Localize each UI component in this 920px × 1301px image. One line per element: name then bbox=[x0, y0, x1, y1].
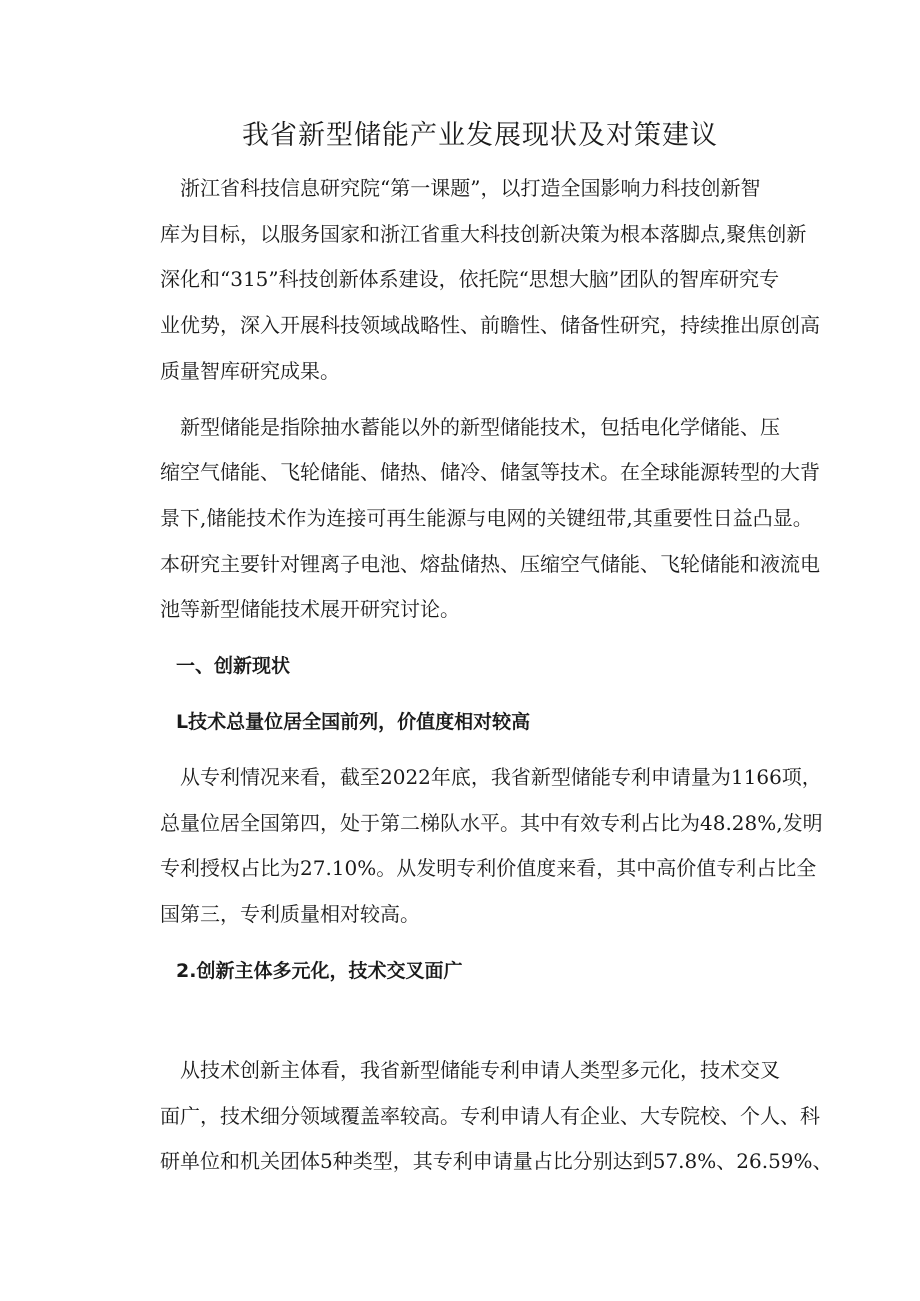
subjects-line: 面广，技术细分领域覆盖率较高。专利申请人有企业、大专院校、个人、科 bbox=[160, 1103, 820, 1128]
definition-line: 景下,储能技术作为连接可再生能源与电网的关键纽带,其重要性日益凸显。 bbox=[160, 505, 813, 530]
intro-line: 库为目标，以服务国家和浙江省重大科技创新决策为根本落脚点,聚焦创新 bbox=[160, 221, 807, 246]
patent-paragraph bbox=[160, 755, 823, 938]
section-heading-innovation-status: 一、创新现状 bbox=[176, 655, 291, 678]
subsection-heading-technology-total: L技术总量位居全国前列，价值度相对较高 bbox=[176, 711, 531, 734]
definition-line: 池等新型储能技术展开研究讨论。 bbox=[160, 597, 460, 622]
definition-line: 本研究主要针对锂离子电池、熔盐储热、压缩空气储能、飞轮储能和液流电 bbox=[160, 551, 820, 576]
intro-line: 质量智库研究成果。 bbox=[160, 358, 340, 383]
subjects-paragraph bbox=[160, 1048, 833, 1185]
spacer bbox=[160, 1004, 800, 1048]
patent-line: 从专利情况来看，截至2022年底，我省新型储能专利申请量为1166项， bbox=[180, 765, 822, 790]
intro-line: 深化和“315”科技创新体系建设，依托院“思想大脑”团队的智库研究专 bbox=[160, 267, 780, 292]
document-page bbox=[160, 118, 833, 1195]
intro-line: 浙江省科技信息研究院“第一课题”，以打造全国影响力科技创新智 bbox=[180, 176, 761, 200]
definition-line: 新型储能是指除抽水蓄能以外的新型储能技术，包括电化学储能、压 bbox=[180, 414, 780, 439]
patent-line: 专利授权占比为27.10%。从发明专利价值度来看，其中高价值专利占比全 bbox=[160, 856, 817, 881]
intro-paragraph bbox=[160, 166, 820, 395]
subjects-line: 从技术创新主体看，我省新型储能专利申请人类型多元化，技术交叉 bbox=[180, 1057, 780, 1082]
patent-line: 国第三，专利质量相对较高。 bbox=[160, 902, 420, 927]
document-title: 我省新型储能产业发展现状及对策建议 bbox=[242, 120, 718, 151]
definition-paragraph bbox=[160, 405, 820, 634]
subjects-line: 研单位和机关团体5种类型，其专利申请量占比分别达到57.8%、26.59%、 bbox=[160, 1149, 833, 1174]
subsection-heading-innovation-subjects: 2.创新主体多元化，技术交叉面广 bbox=[176, 959, 463, 982]
patent-line: 总量位居全国第四，处于第二梯队水平。其中有效专利占比为48.28%,发明 bbox=[160, 810, 823, 835]
definition-line: 缩空气储能、飞轮储能、储热、储冷、储氢等技术。在全球能源转型的大背 bbox=[160, 460, 820, 485]
intro-line: 业优势，深入开展科技领域战略性、前瞻性、储备性研究，持续推出原创高 bbox=[160, 313, 820, 338]
